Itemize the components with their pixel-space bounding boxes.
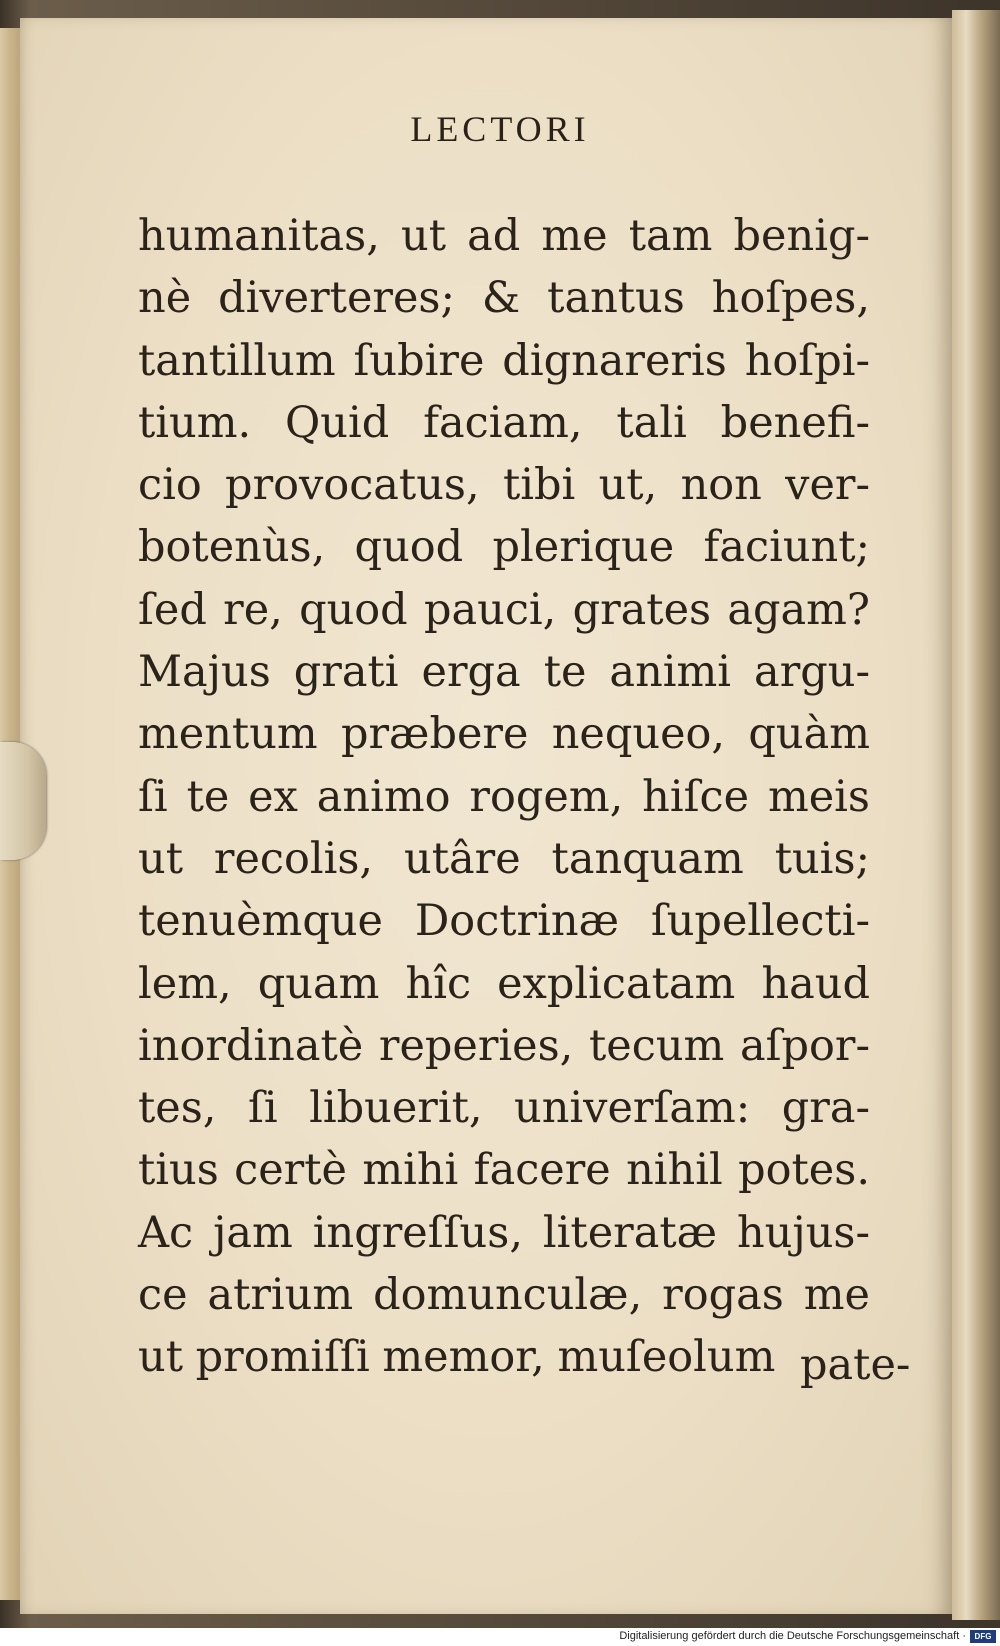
text-line: tes, ſi libuerit, univerſam: gra- bbox=[138, 1083, 870, 1134]
text-line: tenuèmque Doctrinæ ſupellecti- bbox=[138, 896, 870, 947]
text-line: ut recolis, utâre tanquam tuis; bbox=[138, 833, 870, 884]
text-line: humanitas, ut ad me tam benig- bbox=[138, 211, 870, 261]
page-text bbox=[138, 205, 870, 1389]
text-line: ce atrium domunculæ, rogas me bbox=[138, 1270, 870, 1321]
page-clip bbox=[0, 742, 46, 860]
catchword: pate- bbox=[800, 1340, 911, 1390]
digitization-credit: Digitalisierung gefördert durch die Deutsche Forschungsgemeinschaft · bbox=[619, 1630, 966, 1642]
text-line: ſed re, quod pauci, grates agam? bbox=[138, 584, 870, 635]
text-line: inordinatè reperies, tecum aſpor- bbox=[138, 1020, 870, 1071]
text-line: tius certè mihi facere nihil potes. bbox=[138, 1145, 870, 1196]
text-line: ſi te ex animo rogem, hiſce meis bbox=[138, 771, 870, 822]
text-line: nè diverteres; & tantus hoſpes, bbox=[138, 273, 870, 324]
text-line: ut promiſſi memor, muſeolum bbox=[138, 1332, 776, 1383]
text-line: lem, quam hîc explicatam haud bbox=[138, 958, 870, 1009]
text-line: cio provocatus, tibi ut, non ver- bbox=[138, 460, 870, 511]
dfg-logo-icon: DFG bbox=[970, 1630, 996, 1643]
page-stack-edge bbox=[952, 10, 1000, 1620]
text-line: mentum præbere nequeo, quàm bbox=[138, 709, 870, 760]
text-line: tantillum ſubire dignareris hoſpi- bbox=[138, 335, 870, 386]
text-line: Majus grati erga te animi argu- bbox=[138, 647, 870, 698]
text-line: tium. Quid faciam, tali benefi- bbox=[138, 397, 870, 448]
text-line: Ac jam ingreſſus, literatæ hujus- bbox=[138, 1207, 870, 1258]
text-line: botenùs, quod plerique faciunt; bbox=[138, 522, 870, 573]
running-head: LECTORI bbox=[410, 109, 590, 149]
